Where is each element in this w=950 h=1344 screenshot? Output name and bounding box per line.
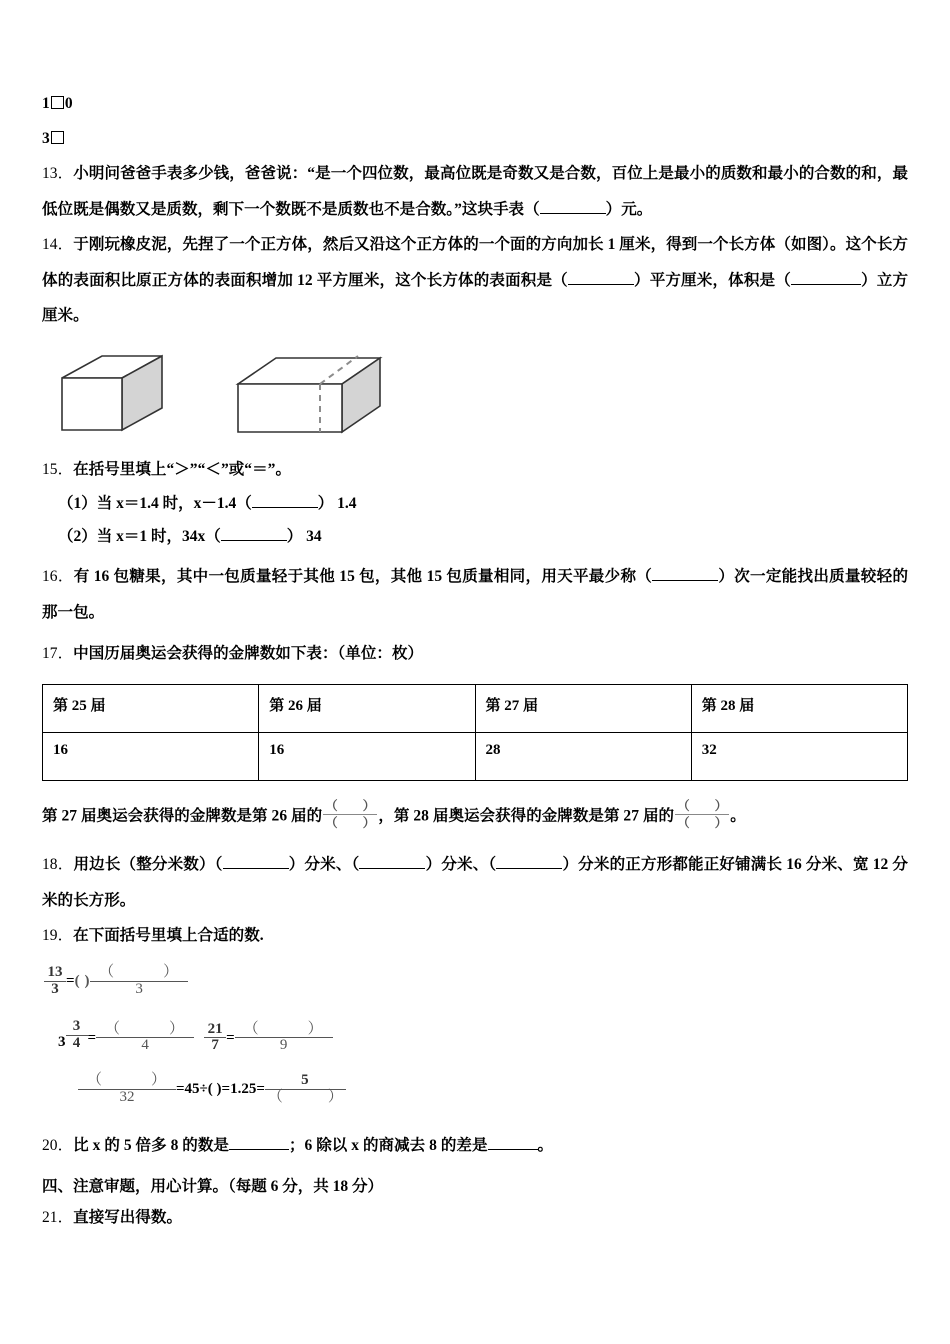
question-13 [42, 156, 908, 227]
fraction-denominator: （ ） [325, 815, 376, 830]
table-header-cell: 第 26 届 [259, 684, 475, 732]
fraction-numerator: （ ） [677, 798, 728, 813]
section-heading-4: 四、注意审题，用心计算。（每题 6 分，共 18 分） [42, 1178, 384, 1195]
fraction-numerator: （ ） [78, 1073, 176, 1090]
fraction-numerator: （ ） [325, 798, 376, 813]
question-19-number: 19． [42, 927, 74, 944]
caption-text-b: ，第 28 届奥运会获得的金牌数是第 27 届的 [378, 807, 675, 824]
fraction-denominator: 9 [279, 1037, 288, 1054]
question-13-text-a: 小明问爸爸手表多少钱，爸爸说：“是一个四位数，最高位既是奇数又是合数，百位上是最小的质数和最小的合数的和，最低位既是偶数又是质数，剩下一个数既不是质数也不是合数。”这块手表（ [42, 165, 908, 218]
fraction-blank-over-4[interactable] [96, 1022, 194, 1055]
fragment-1-after: 0 [64, 95, 73, 112]
answer-blank[interactable] [540, 213, 606, 214]
table-row [43, 732, 908, 780]
fraction-denominator: 32 [119, 1088, 135, 1105]
question-15 [42, 452, 908, 488]
fraction-denominator: 3 [51, 980, 59, 997]
fragment-line-2 [42, 121, 908, 156]
cube-diagram [54, 346, 174, 446]
fraction-denominator: 7 [211, 1037, 219, 1054]
table-value-cell: 28 [475, 732, 691, 780]
answer-blank[interactable] [801, 284, 861, 285]
question-17 [42, 636, 908, 672]
answer-blank[interactable] [568, 284, 634, 285]
question-16 [42, 559, 908, 630]
fraction-numerator: 3 [66, 1019, 88, 1036]
answer-blank[interactable] [252, 507, 318, 508]
question-18-text-c: ）分米、（ [425, 856, 497, 873]
caption-text-c: 。 [730, 807, 746, 824]
equation-2 [42, 1008, 908, 1062]
answer-blank-wrap-start[interactable] [791, 284, 801, 285]
question-15-sub-2 [42, 520, 908, 553]
fragment-2-before: 3 [42, 130, 50, 147]
question-16-text-a: 有 16 包糖果，其中一包质量轻于其他 15 包，其他 15 包质量相同，用天平最少称（ [73, 568, 653, 585]
question-20-number: 20． [42, 1136, 74, 1154]
fragment-line-1 [42, 86, 908, 121]
answer-blank[interactable] [223, 868, 289, 869]
question-13-number: 13． [42, 165, 74, 182]
answer-blank[interactable] [229, 1149, 289, 1150]
question-19 [42, 918, 908, 954]
empty-box-icon [51, 131, 64, 144]
question-18 [42, 847, 908, 918]
question-15-sub-1 [42, 487, 908, 520]
equation-1 [42, 954, 908, 1008]
top-spacer [42, 0, 908, 86]
equals-sign: = [226, 1029, 235, 1046]
ratio-fraction-blank[interactable] [323, 799, 377, 830]
equals-sign: = [87, 1029, 97, 1046]
mixed-number-3-and-3-4 [58, 1008, 88, 1069]
medals-table [42, 684, 908, 781]
question-14-figures [42, 344, 908, 452]
question-14-text-c: ）立方厘米。 [42, 271, 908, 324]
table-value-cell: 32 [691, 732, 907, 780]
empty-box-icon [51, 96, 64, 109]
question-21-number: 21． [42, 1209, 74, 1226]
question-20-text-c: 。 [537, 1136, 554, 1154]
fraction-numerator: 13 [44, 965, 66, 982]
table-value-cell: 16 [259, 732, 475, 780]
fraction-3-over-4 [66, 1019, 88, 1052]
question-18-number: 18． [42, 856, 74, 873]
fraction-21-over-7 [204, 1022, 226, 1055]
ratio-fraction-blank[interactable] [675, 799, 729, 830]
question-17-caption [42, 799, 908, 834]
question-14-number: 14． [42, 236, 74, 253]
question-17-text: 中国历届奥运会获得的金牌数如下表：（单位：枚） [73, 645, 424, 662]
question-20 [42, 1128, 908, 1164]
sub-2-label: （2） [58, 528, 97, 545]
equals-sign: = [66, 972, 75, 989]
question-15-number: 15． [42, 460, 74, 478]
question-16-text-b: ）次一定能找出质量较轻的那一包。 [42, 568, 908, 621]
sub-2-text-b: ） 34 [286, 528, 322, 545]
table-header-cell: 第 25 届 [43, 684, 259, 732]
question-15-text: 在括号里填上“＞”“＜”或“＝”。 [73, 460, 292, 478]
sub-1-text-a: 当 x＝1.4 时，x－1.4（ [96, 495, 252, 512]
answer-blank[interactable] [496, 868, 562, 869]
fraction-denominator: （ ） [677, 815, 728, 830]
page-content [42, 0, 908, 1233]
answer-blank[interactable] [488, 1149, 538, 1150]
fraction-numerator: 21 [204, 1022, 226, 1039]
fraction-13-over-3 [44, 965, 66, 998]
table-header-cell: 第 28 届 [691, 684, 907, 732]
fraction-numerator: 5 [265, 1073, 346, 1090]
question-17-number: 17． [42, 645, 74, 662]
fraction-blank-over-9[interactable] [235, 1022, 333, 1055]
whole-number-blank[interactable]: ( ) [74, 972, 91, 989]
fragment-1-before: 1 [42, 95, 50, 112]
fraction-5-over-blank[interactable] [265, 1073, 346, 1106]
sub-1-label: （1） [58, 495, 97, 512]
fraction-denominator: 4 [141, 1037, 149, 1054]
caption-text-a: 第 27 届奥运会获得的金牌数是第 26 届的 [42, 807, 323, 824]
question-21-text: 直接写出得数。 [73, 1209, 183, 1226]
answer-blank[interactable] [221, 540, 287, 541]
question-20-text-b: ；6 除以 x 的商减去 8 的差是 [288, 1136, 488, 1154]
question-18-text-a: 用边长（整分米数）（ [73, 856, 223, 873]
equation-3-middle[interactable]: =45÷( )=1.25= [176, 1080, 265, 1097]
question-16-number: 16． [42, 568, 74, 585]
question-14-text-b: ）平方厘米，体积是（ [633, 271, 791, 289]
table-header-cell: 第 27 届 [475, 684, 691, 732]
fraction-denominator: （ ） [267, 1088, 343, 1105]
mixed-whole-part: 3 [58, 1033, 66, 1050]
table-value-cell: 16 [43, 732, 259, 780]
equation-3 [42, 1062, 908, 1116]
fraction-blank-over-32[interactable] [78, 1073, 176, 1106]
fraction-numerator: （ ） [235, 1022, 333, 1039]
question-14 [42, 227, 908, 334]
fraction-numerator: （ ） [90, 965, 188, 982]
fraction-denominator: 4 [72, 1034, 81, 1051]
question-19-text: 在下面括号里填上合适的数. [73, 927, 264, 944]
question-20-text-a: 比 x 的 5 倍多 8 的数是 [73, 1136, 229, 1154]
fraction-numerator: （ ） [96, 1022, 194, 1039]
question-18-text-d: ）分米的正方形都能正好铺满长 16 分米、宽 12 分米的长方形。 [42, 856, 908, 909]
question-21 [42, 1202, 908, 1233]
answer-blank[interactable] [359, 868, 425, 869]
table-header-row [43, 684, 908, 732]
sub-1-text-b: ） 1.4 [317, 495, 357, 512]
fraction-denominator: 3 [135, 980, 143, 997]
question-13-text-b: ）元。 [605, 200, 653, 218]
answer-blank[interactable] [652, 580, 718, 581]
sub-2-text-a: 当 x＝1 时，34x（ [96, 528, 221, 545]
question-18-text-b: ）分米、（ [288, 856, 360, 873]
cuboid-diagram [232, 344, 412, 448]
fraction-blank-over-3[interactable] [90, 965, 188, 998]
question-14-text-a: 于刚玩橡皮泥，先捏了一个正方体，然后又沿这个正方体的一个面的方向加长 1 厘米，得到一个长方体（如图）。这个长方体的表面积比原正方体的表面积增加 12 平方厘米，这个长方体的表面积是（ [42, 236, 908, 289]
